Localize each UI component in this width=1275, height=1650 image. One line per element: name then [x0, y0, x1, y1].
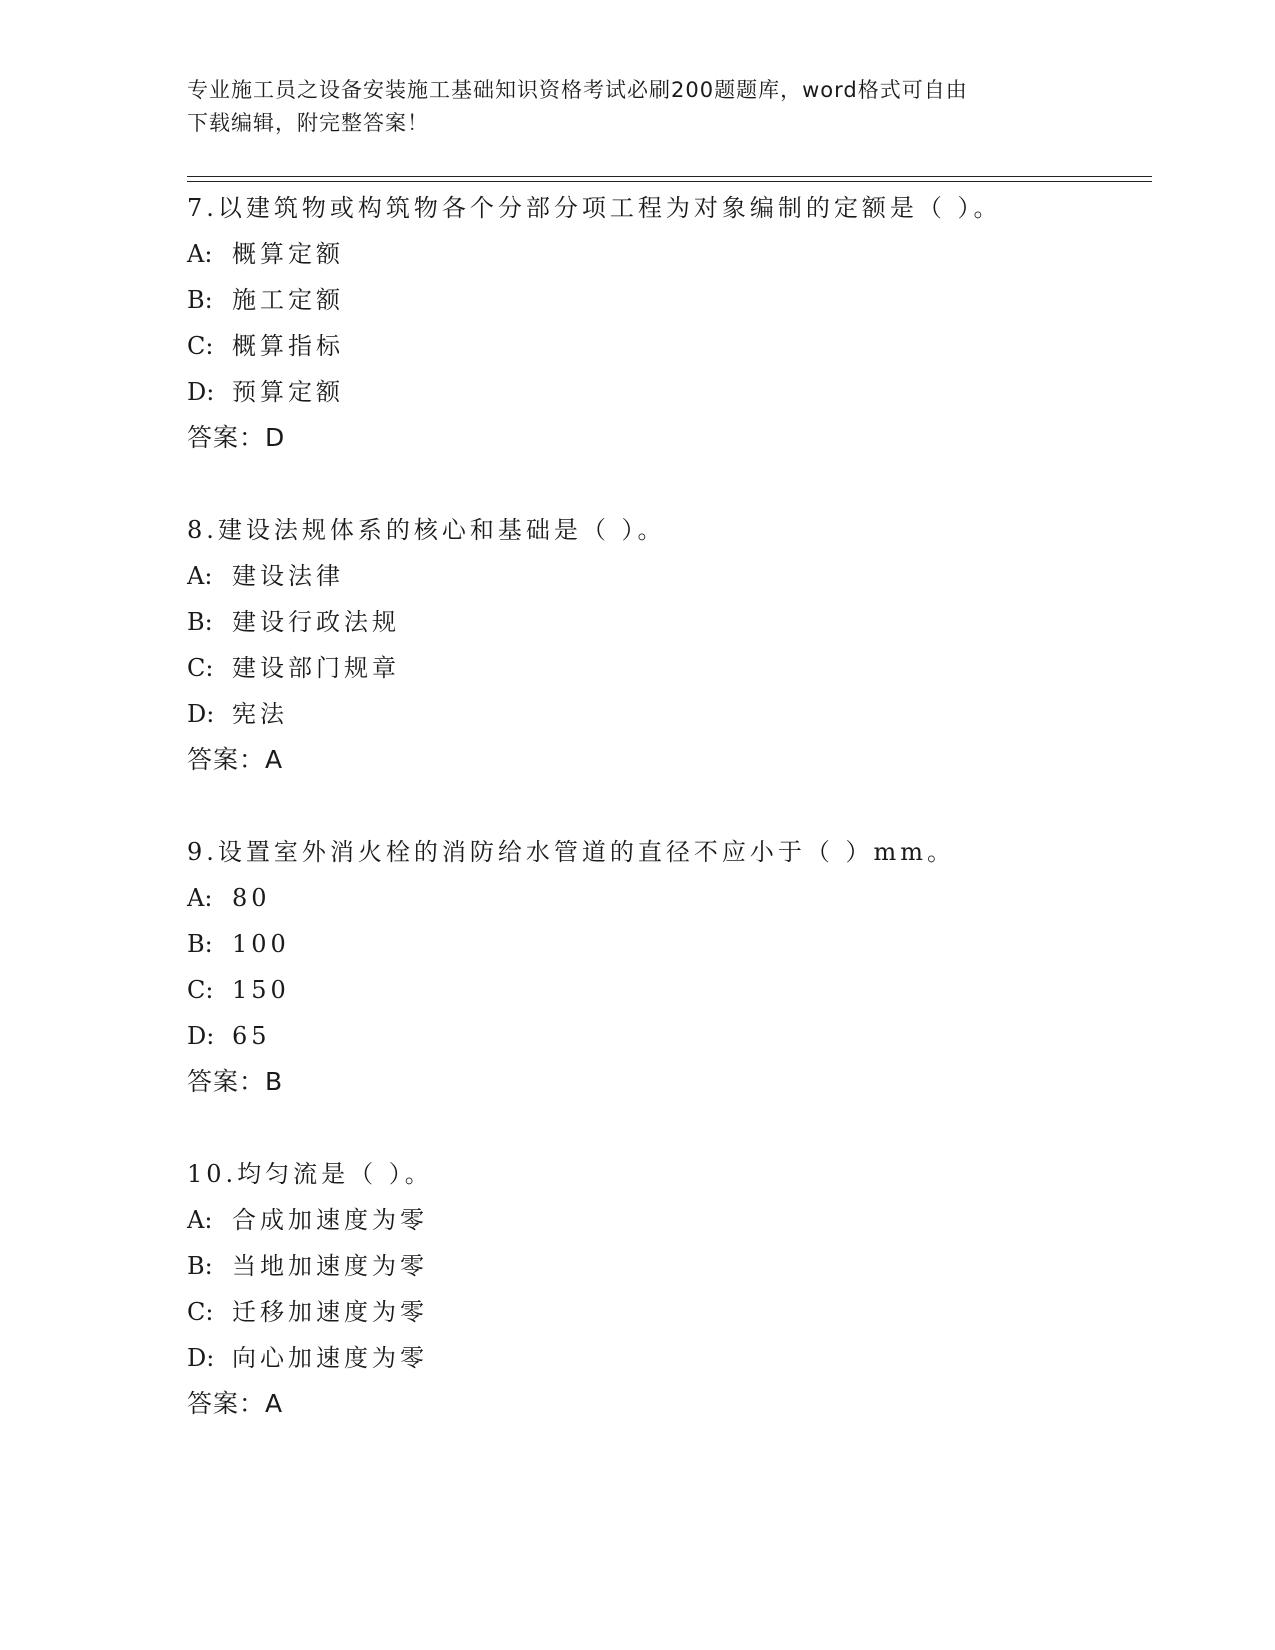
answer-line: 答案：A	[187, 745, 284, 774]
option-key: C:	[187, 976, 214, 1004]
question-block	[187, 507, 1152, 783]
question-text: 8.建设法规体系的核心和基础是（ ）。	[187, 516, 666, 544]
option-text: 施工定额	[232, 286, 344, 314]
question-block	[187, 185, 1152, 461]
option-text: 150	[232, 976, 290, 1004]
header-divider-bottom	[187, 181, 1152, 182]
option-key: B:	[187, 286, 213, 314]
option-c	[187, 967, 1152, 1013]
option-b	[187, 599, 1152, 645]
document-header	[187, 74, 1067, 140]
option-a	[187, 1197, 1152, 1243]
option-key: D:	[187, 700, 215, 728]
option-text: 建设法律	[232, 562, 344, 590]
option-c	[187, 323, 1152, 369]
question-text: 7.以建筑物或构筑物各个分部分项工程为对象编制的定额是（ ）。	[187, 194, 1002, 222]
option-key: C:	[187, 332, 214, 360]
option-key: B:	[187, 930, 213, 958]
option-key: A:	[187, 562, 213, 590]
answer-line: 答案：B	[187, 1067, 284, 1096]
option-key: D:	[187, 1344, 215, 1372]
question-text: 10.均匀流是（ ）。	[187, 1160, 433, 1188]
option-text: 概算定额	[232, 240, 344, 268]
option-d	[187, 1013, 1152, 1059]
question-block	[187, 829, 1152, 1105]
option-key: D:	[187, 378, 215, 406]
option-text: 宪法	[232, 700, 288, 728]
option-key: A:	[187, 240, 213, 268]
option-b	[187, 1243, 1152, 1289]
option-key: B:	[187, 1252, 213, 1280]
option-b	[187, 921, 1152, 967]
option-c	[187, 1289, 1152, 1335]
option-text: 80	[232, 884, 271, 912]
option-a	[187, 875, 1152, 921]
option-key: A:	[187, 1206, 213, 1234]
header-line-2: 下载编辑，附完整答案！	[187, 111, 429, 135]
option-d	[187, 691, 1152, 737]
header-line-1: 专业施工员之设备安装施工基础知识资格考试必刷200题题库，word格式可自由	[187, 78, 968, 102]
option-key: D:	[187, 1022, 215, 1050]
option-text: 向心加速度为零	[232, 1344, 428, 1372]
answer-line: 答案：A	[187, 1389, 284, 1418]
option-key: A:	[187, 884, 213, 912]
answer-line: 答案：D	[187, 423, 286, 452]
option-c	[187, 645, 1152, 691]
option-text: 合成加速度为零	[232, 1206, 428, 1234]
option-key: C:	[187, 654, 214, 682]
option-text: 100	[232, 930, 290, 958]
option-key: B:	[187, 608, 213, 636]
question-text: 9.设置室外消火栓的消防给水管道的直径不应小于（ ）mm。	[187, 838, 956, 866]
option-a	[187, 231, 1152, 277]
option-a	[187, 553, 1152, 599]
option-text: 当地加速度为零	[232, 1252, 428, 1280]
option-b	[187, 277, 1152, 323]
option-d	[187, 1335, 1152, 1381]
header-divider-top	[187, 176, 1152, 177]
option-text: 预算定额	[232, 378, 344, 406]
option-text: 迁移加速度为零	[232, 1298, 428, 1326]
option-d	[187, 369, 1152, 415]
option-text: 65	[232, 1022, 271, 1050]
option-text: 概算指标	[232, 332, 344, 360]
question-block	[187, 1151, 1152, 1427]
option-key: C:	[187, 1298, 214, 1326]
option-text: 建设部门规章	[232, 654, 400, 682]
option-text: 建设行政法规	[232, 608, 400, 636]
